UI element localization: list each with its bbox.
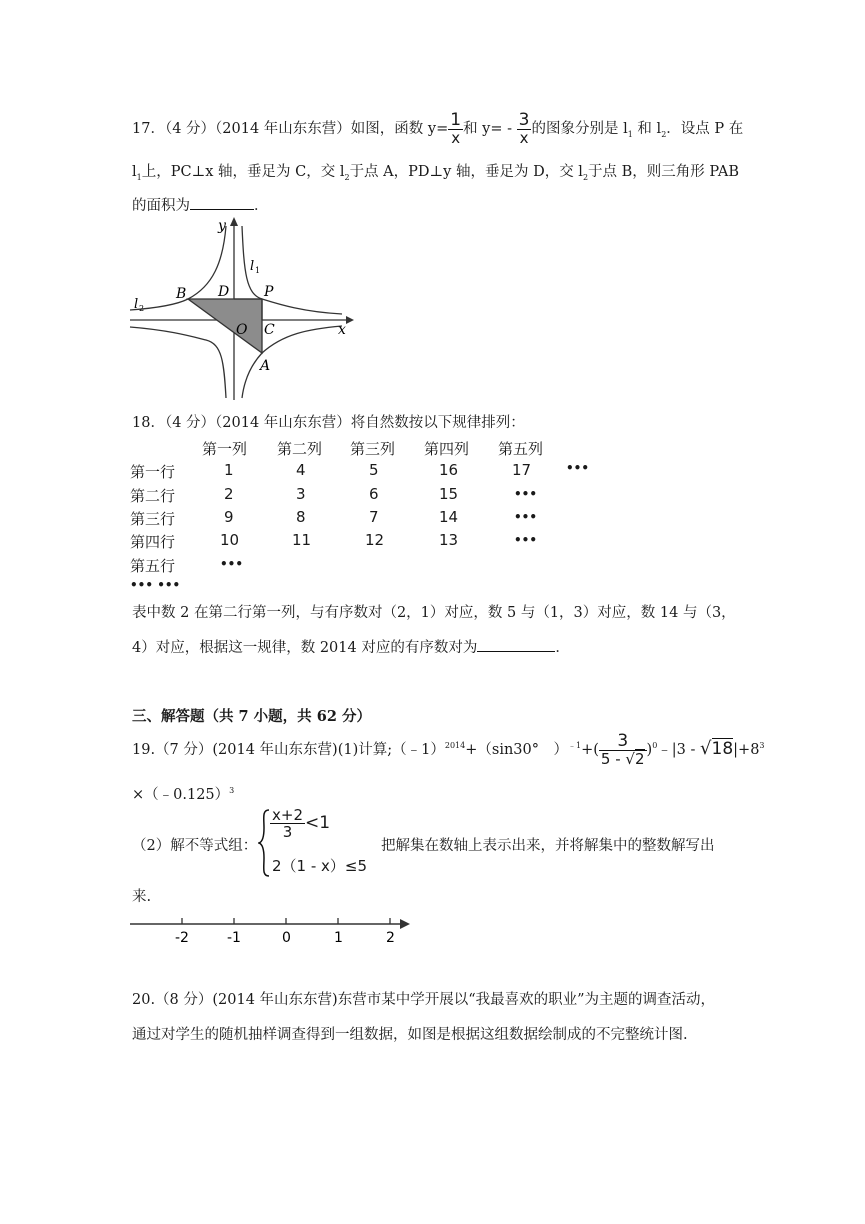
label-y: y (218, 218, 226, 234)
y-axis-arrow (230, 217, 238, 226)
q19-line2: ×（﹣0.125）$^3$ (132, 786, 235, 803)
number-line (128, 910, 418, 950)
q18-line-question: 4）对应，根据这一规律，数 2014 对应的有序数对为 ． (132, 640, 570, 656)
tick-label: -1 (227, 930, 241, 946)
fraction-3-over-5-minus-root2: $\frac{3}{5 - √2}$ (600, 731, 645, 768)
q19-part2-end: 来. (132, 889, 152, 905)
col-header-5: 第五列 (498, 440, 544, 458)
table-cell: 10 (220, 531, 240, 549)
q18-line-explain: 表中数 2 在第二行第一列，与有序数对（2，1）对应，数 5 与（1，3）对应，数 14 与（3， (132, 605, 736, 621)
left-brace (258, 808, 270, 878)
q17-figure (128, 212, 368, 402)
row-label-2: 第二行 (130, 487, 176, 505)
q19-line1: 19.（7 分）(2014 年山东东营)(1)计算;（﹣1）$^{2014}$+（sin30° ）$^{﹣1}$+( $\frac{3}{5 - √2}$ )$^0$﹣|3 - $√18|+8^3$ (132, 731, 765, 768)
sqrt-sign: √ (625, 750, 635, 768)
q19-part2-text: 把解集在数轴上表示出来，并将解集中的整数解写出 (381, 838, 715, 854)
inequality-1: $\frac{x+2}{3}$ <1 (272, 806, 331, 841)
label-l1-sub: 1 (255, 266, 261, 275)
col-header-4: 第四列 (424, 440, 470, 458)
label-d: D (218, 284, 230, 300)
table-cell: 13 (439, 531, 459, 549)
table-cell: 14 (439, 508, 459, 526)
table-cell: 8 (296, 508, 306, 526)
table-cell-dots: ••• (566, 461, 590, 475)
tick-label: 1 (334, 930, 343, 946)
label-l2: l (134, 297, 139, 312)
q18-stem: 18．（4 分）（2014 年山东东营）将自然数按以下规律排列： (132, 415, 525, 431)
q20-line2: 通过对学生的随机抽样调查得到一组数据，如图是根据这组数据绘制成的不完整统计图. (132, 1027, 688, 1043)
fraction-1-over-x: $\frac{1}{x}$ (450, 110, 462, 147)
row-label-5: 第五行 (130, 557, 176, 575)
table-cell: 1 (224, 461, 234, 479)
table-cell: 4 (296, 461, 306, 479)
tick-label: 2 (386, 930, 395, 946)
curve-l1-q3 (130, 327, 226, 398)
col-header-2: 第二列 (277, 440, 323, 458)
sqrt-sign: √ (700, 738, 712, 759)
table-cell: 5 (369, 461, 379, 479)
table-cell: 16 (439, 461, 459, 479)
inequality-system (258, 808, 378, 878)
table-cell: 2 (224, 485, 234, 503)
label-b: B (176, 286, 187, 302)
row-label-4: 第四行 (130, 533, 176, 551)
label-x: x (338, 322, 346, 338)
tick-label: 0 (282, 930, 291, 946)
row-label-1: 第一行 (130, 463, 176, 481)
number-line-arrow (400, 919, 410, 929)
col-header-3: 第三列 (350, 440, 396, 458)
label-a: A (260, 358, 271, 374)
answer-blank-17[interactable] (190, 208, 254, 210)
table-cell: 6 (369, 485, 379, 503)
table-cell: 9 (224, 508, 234, 526)
label-l1: l (250, 259, 255, 274)
table-cell: 11 (292, 531, 312, 549)
q17-line3: 的面积为 ． (132, 198, 269, 214)
x-axis-arrow (346, 316, 354, 324)
table-trailing-dots: ••• ••• (130, 578, 181, 592)
table-cell: 7 (369, 508, 379, 526)
q19-part2-label: （2）解不等式组： (132, 838, 258, 854)
table-cell: 12 (365, 531, 385, 549)
section-3-heading: 三、解答题（共 7 小题，共 62 分） (132, 708, 371, 725)
table-cell: 15 (439, 485, 459, 503)
table-cell-dots: ••• (514, 533, 538, 547)
label-o: O (236, 322, 248, 338)
row-label-3: 第三行 (130, 510, 176, 528)
q20-line1: 20.（8 分）(2014 年山东东营)东营市某中学开展以“我最喜欢的职业”为主题的调查活动， (132, 992, 716, 1008)
table-cell: 17 (512, 461, 532, 479)
label-p: P (264, 284, 274, 300)
q18-number-table (130, 438, 610, 598)
fraction-3-over-x: $\frac{3}{x}$ (518, 110, 530, 147)
table-cell-dots: ••• (514, 510, 538, 524)
triangle-pab (188, 299, 262, 353)
table-cell: 3 (296, 485, 306, 503)
label-l2-sub: 2 (139, 304, 145, 313)
inequality-2: 2（1 - x）≤5 (272, 857, 368, 875)
answer-blank-18[interactable] (477, 650, 555, 652)
col-header-1: 第一列 (202, 440, 248, 458)
q17-line2: $l_1$上，PC⊥x 轴，垂足为 C，交 $l_2$于点 A，PD⊥y 轴，垂足为 D，交 $l_2$于点 B，则三角形 PAB (132, 164, 739, 182)
tick-label: -2 (175, 930, 189, 946)
table-cell-dots: ••• (514, 487, 538, 501)
label-c: C (264, 322, 275, 338)
q17-line1: 17．（4 分）（2014 年山东东营）如图，函数 y= $\frac{1}{x}$ 和 y= - $\frac{3}{x}$ 的图象分别是 $l_1$ 和 $l_2$．设点 P 在 (132, 110, 744, 147)
table-cell-dots: ••• (220, 557, 244, 571)
